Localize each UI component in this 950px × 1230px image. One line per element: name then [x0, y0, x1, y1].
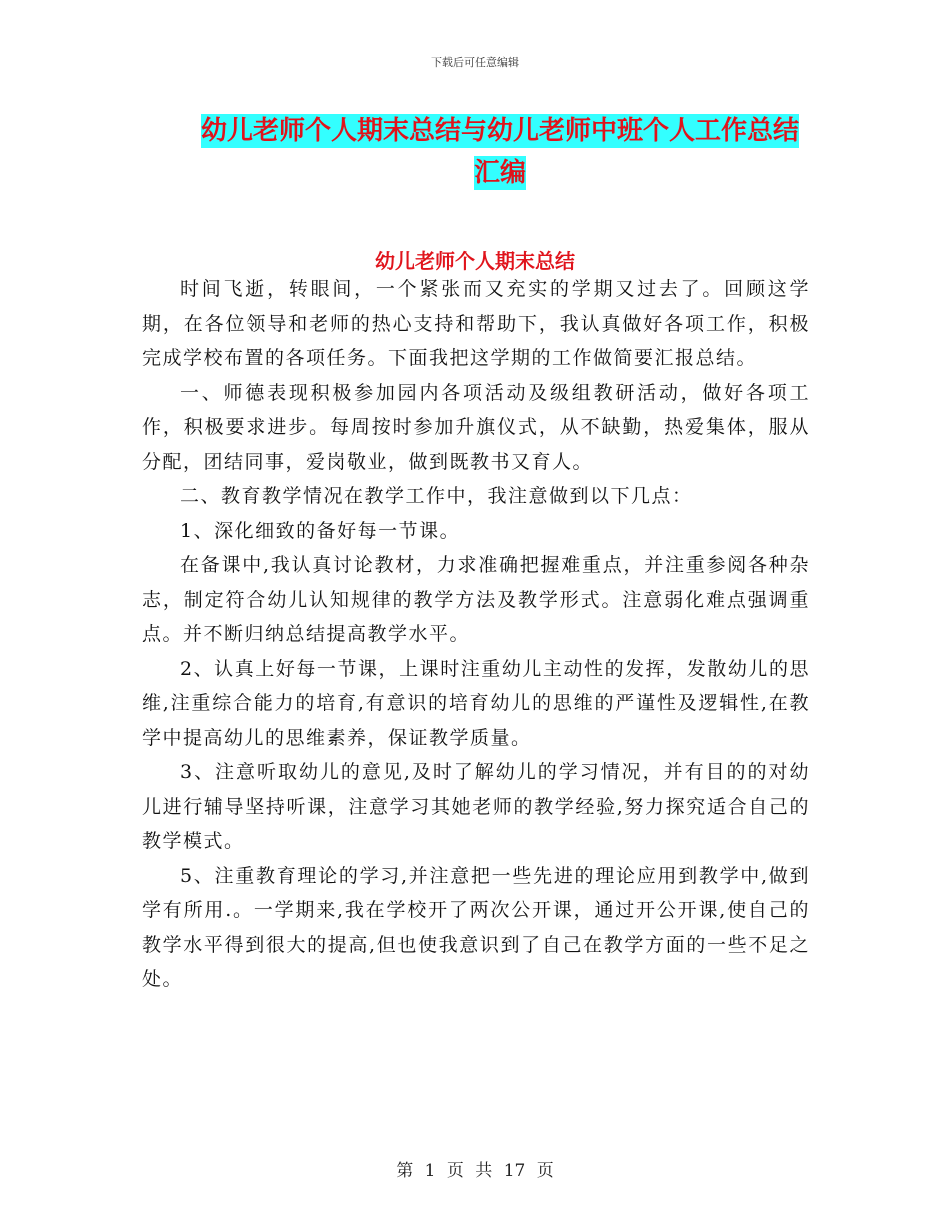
- document-title-line2: 汇编: [473, 158, 526, 188]
- paragraph: 时间飞逝，转眼间，一个紧张而又充实的学期又过去了。回顾这学期，在各位领导和老师的热心支持和帮助下，我认真做好各项工作，积极完成学校布置的各项任务。下面我把这学期的工作做简要汇报总结。: [142, 278, 810, 369]
- paragraph: 一、师德表现积极参加园内各项活动及级组教研活动，做好各项工作，积极要求进步。每周按时参加升旗仪式，从不缺勤，热爱集体，服从分配，团结同事，爱岗敬业，做到既教书又育人。: [142, 381, 810, 473]
- document-title: [150, 110, 850, 194]
- header-note: 下载后可任意编辑: [431, 56, 519, 69]
- paragraph: 在备课中,我认真讨论教材，力求准确把握难重点，并注重参阅各种杂志，制定符合幼儿认知规律的教学方法及教学形式。注意弱化难点强调重点。并不断归纳总结提高教学水平。: [142, 554, 810, 645]
- paragraph: 3、注意听取幼儿的意见,及时了解幼儿的学习情况，并有目的的对幼儿进行辅导坚持听课，注意学习其她老师的教学经验,努力探究适合自己的教学模式。: [142, 761, 810, 852]
- paragraph: 2、认真上好每一节课，上课时注重幼儿主动性的发挥，发散幼儿的思维,注重综合能力的培育,有意识的培育幼儿的思维的严谨性及逻辑性,在教学中提高幼儿的思维素养，保证教学质量。: [142, 657, 810, 749]
- paragraph: 1、深化细致的备好每一节课。: [180, 519, 461, 542]
- section-title: 幼儿老师个人期末总结: [375, 249, 575, 273]
- page-footer: 第 1 页 共 17 页: [396, 1161, 554, 1181]
- paragraph: 二、教育教学情况在教学工作中，我注意做到以下几点：: [180, 485, 693, 507]
- document-body: [142, 272, 810, 997]
- paragraph: 5、注重教育理论的学习,并注意把一些先进的理论应用到教学中,做到学有所用.。一学期来,我在学校开了两次公开课，通过开公开课,使自己的教学水平得到很大的提高,但也使我意识到了自己在教学方面的一些不足之处。: [142, 864, 810, 990]
- document-title-line1: 幼儿老师个人期末总结与幼儿老师中班个人工作总结: [200, 116, 799, 146]
